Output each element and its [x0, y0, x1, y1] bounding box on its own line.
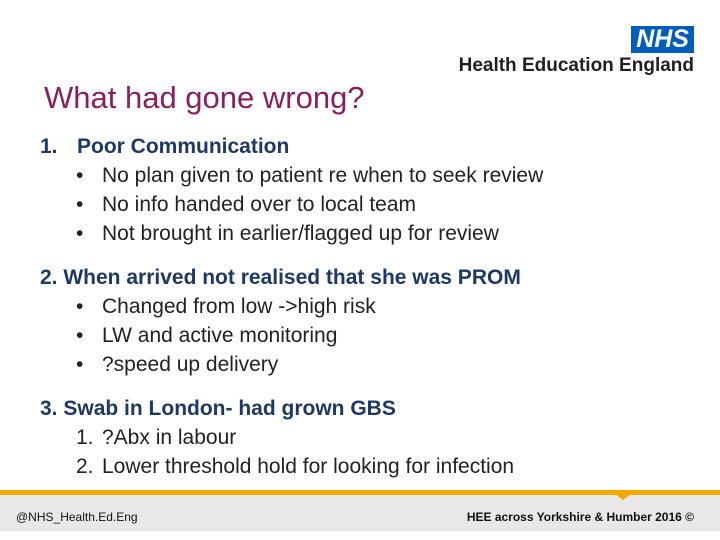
list-item: • ?speed up delivery	[76, 350, 700, 379]
section-1	[40, 132, 700, 248]
item-number: 1.	[76, 426, 94, 449]
slide-title: What had gone wrong?	[44, 80, 365, 115]
section-3	[40, 394, 700, 481]
list-item: 1. ?Abx in labour	[76, 423, 700, 452]
footer-copyright: HEE across Yorkshire & Humber 2016 ©	[466, 510, 694, 524]
list-item: • No plan given to patient re when to seek review	[76, 161, 700, 190]
list-item: • No info handed over to local team	[76, 190, 700, 219]
section-heading-text: Swab in London- had grown GBS	[63, 397, 396, 420]
bullet-icon: •	[76, 324, 84, 347]
bullet-icon: •	[76, 193, 84, 216]
bullet-icon: •	[76, 222, 84, 245]
section-number: 2.	[40, 266, 58, 289]
section-heading-text: Poor Communication	[77, 135, 290, 158]
bullet-icon: •	[76, 164, 84, 187]
section-heading-text: When arrived not realised that she was PROM	[63, 266, 521, 289]
section-2	[40, 263, 700, 379]
slide-content	[40, 132, 700, 481]
bullet-icon: •	[76, 353, 84, 376]
list-item: 2. Lower threshold hold for looking for infection	[76, 452, 700, 481]
section-number: 3.	[40, 397, 58, 420]
nhs-logo-mark: NHS	[631, 26, 694, 53]
hee-logo-text: Health Education England	[458, 55, 694, 76]
list-item: • LW and active monitoring	[76, 321, 700, 350]
hee-logo	[459, 26, 694, 77]
item-number: 2.	[76, 455, 94, 478]
section-number: 1.	[40, 135, 58, 158]
bullet-icon: •	[76, 295, 84, 318]
footer-notch-icon	[610, 490, 636, 500]
section-heading	[40, 263, 700, 292]
section-heading	[40, 132, 700, 161]
footer-twitter-handle: @NHS_Health.Ed.Eng	[16, 510, 138, 524]
list-item: • Changed from low ->high risk	[76, 292, 700, 321]
section-heading	[40, 394, 700, 423]
list-item: • Not brought in earlier/flagged up for review	[76, 219, 700, 248]
